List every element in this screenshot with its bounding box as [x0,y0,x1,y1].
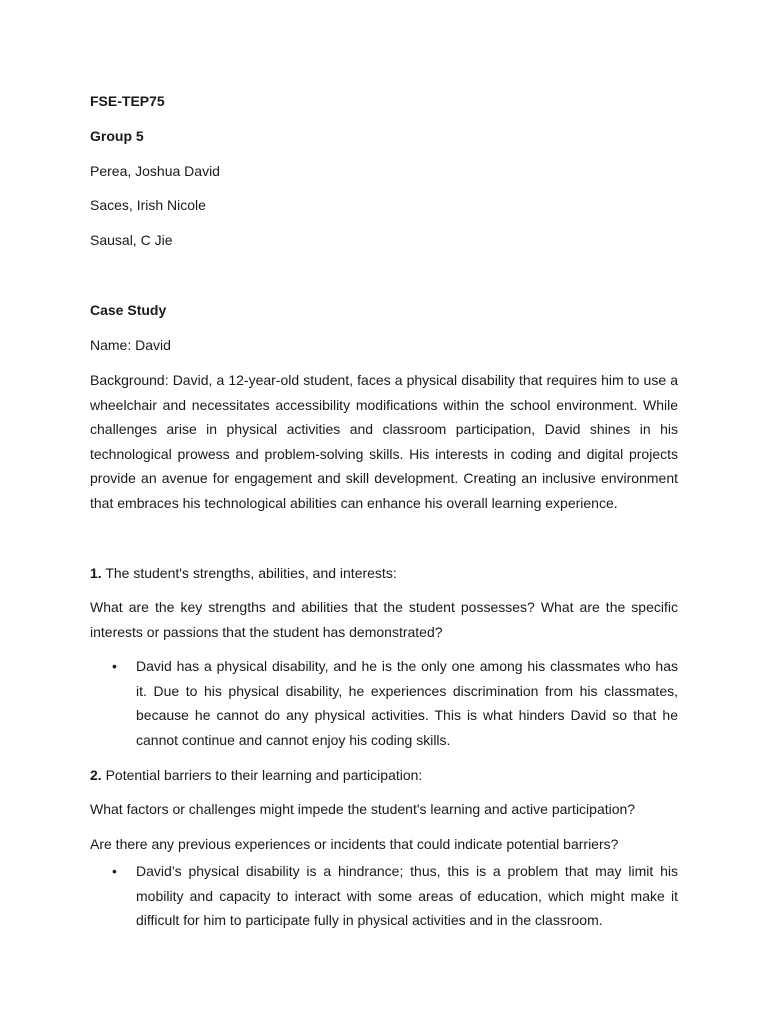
section-1-bullet [90,654,678,752]
section-1-question: What are the key strengths and abilities that the student possesses? What are the specific interests or passions that the student has demonstrated? [90,599,678,640]
section-2-heading [90,763,678,788]
member-name: Saces, Irish Nicole [90,197,206,213]
bullet-text: David’s physical disability is a hindrance; thus, this is a problem that may limit his mobility and capacity to interact with some areas of education, which might make it difficult for him to participate fully in physical activities and in the classroom. [136,863,678,928]
background-paragraph: Background: David, a 12-year-old student, faces a physical disability that requires him to use a wheelchair and necessitates accessibility modifications within the school environment. While challenges arise in physical activities and classroom participation, David shines in his technological prowess and problem-solving skills. His interests in coding and digital projects provide an avenue for engagement and skill development. Creating an inclusive environment that embraces his technological abilities can enhance his overall learning experience. [90,372,678,511]
student-name: Name: David [90,337,171,353]
bullet-text: David has a physical disability, and he is the only one among his classmates who has it. Due to his physical disability, he experiences discrimination from his classmates, because he cannot do any physical activities. This is what hinders David so that he cannot continue and cannot enjoy his coding skills. [136,658,678,748]
bullet-icon: • [112,863,117,879]
section-1-heading [90,561,678,586]
bullet-icon: • [112,658,117,674]
section-2-question: Are there any previous experiences or incidents that could indicate potential barriers? [90,836,619,852]
section-number: 2. [90,767,102,783]
member-name: Perea, Joshua David [90,163,220,179]
section-title: Potential barriers to their learning and participation: [101,767,423,783]
case-study-heading: Case Study [90,302,167,318]
course-code: FSE-TEP75 [90,93,165,109]
section-number: 1. [90,565,102,581]
group-name: Group 5 [90,128,144,144]
section-2-bullet [90,859,678,933]
section-2-question: What factors or challenges might impede the student's learning and active participation? [90,801,636,817]
section-title: The student's strengths, abilities, and interests: [101,565,397,581]
member-name: Sausal, C Jie [90,232,173,248]
